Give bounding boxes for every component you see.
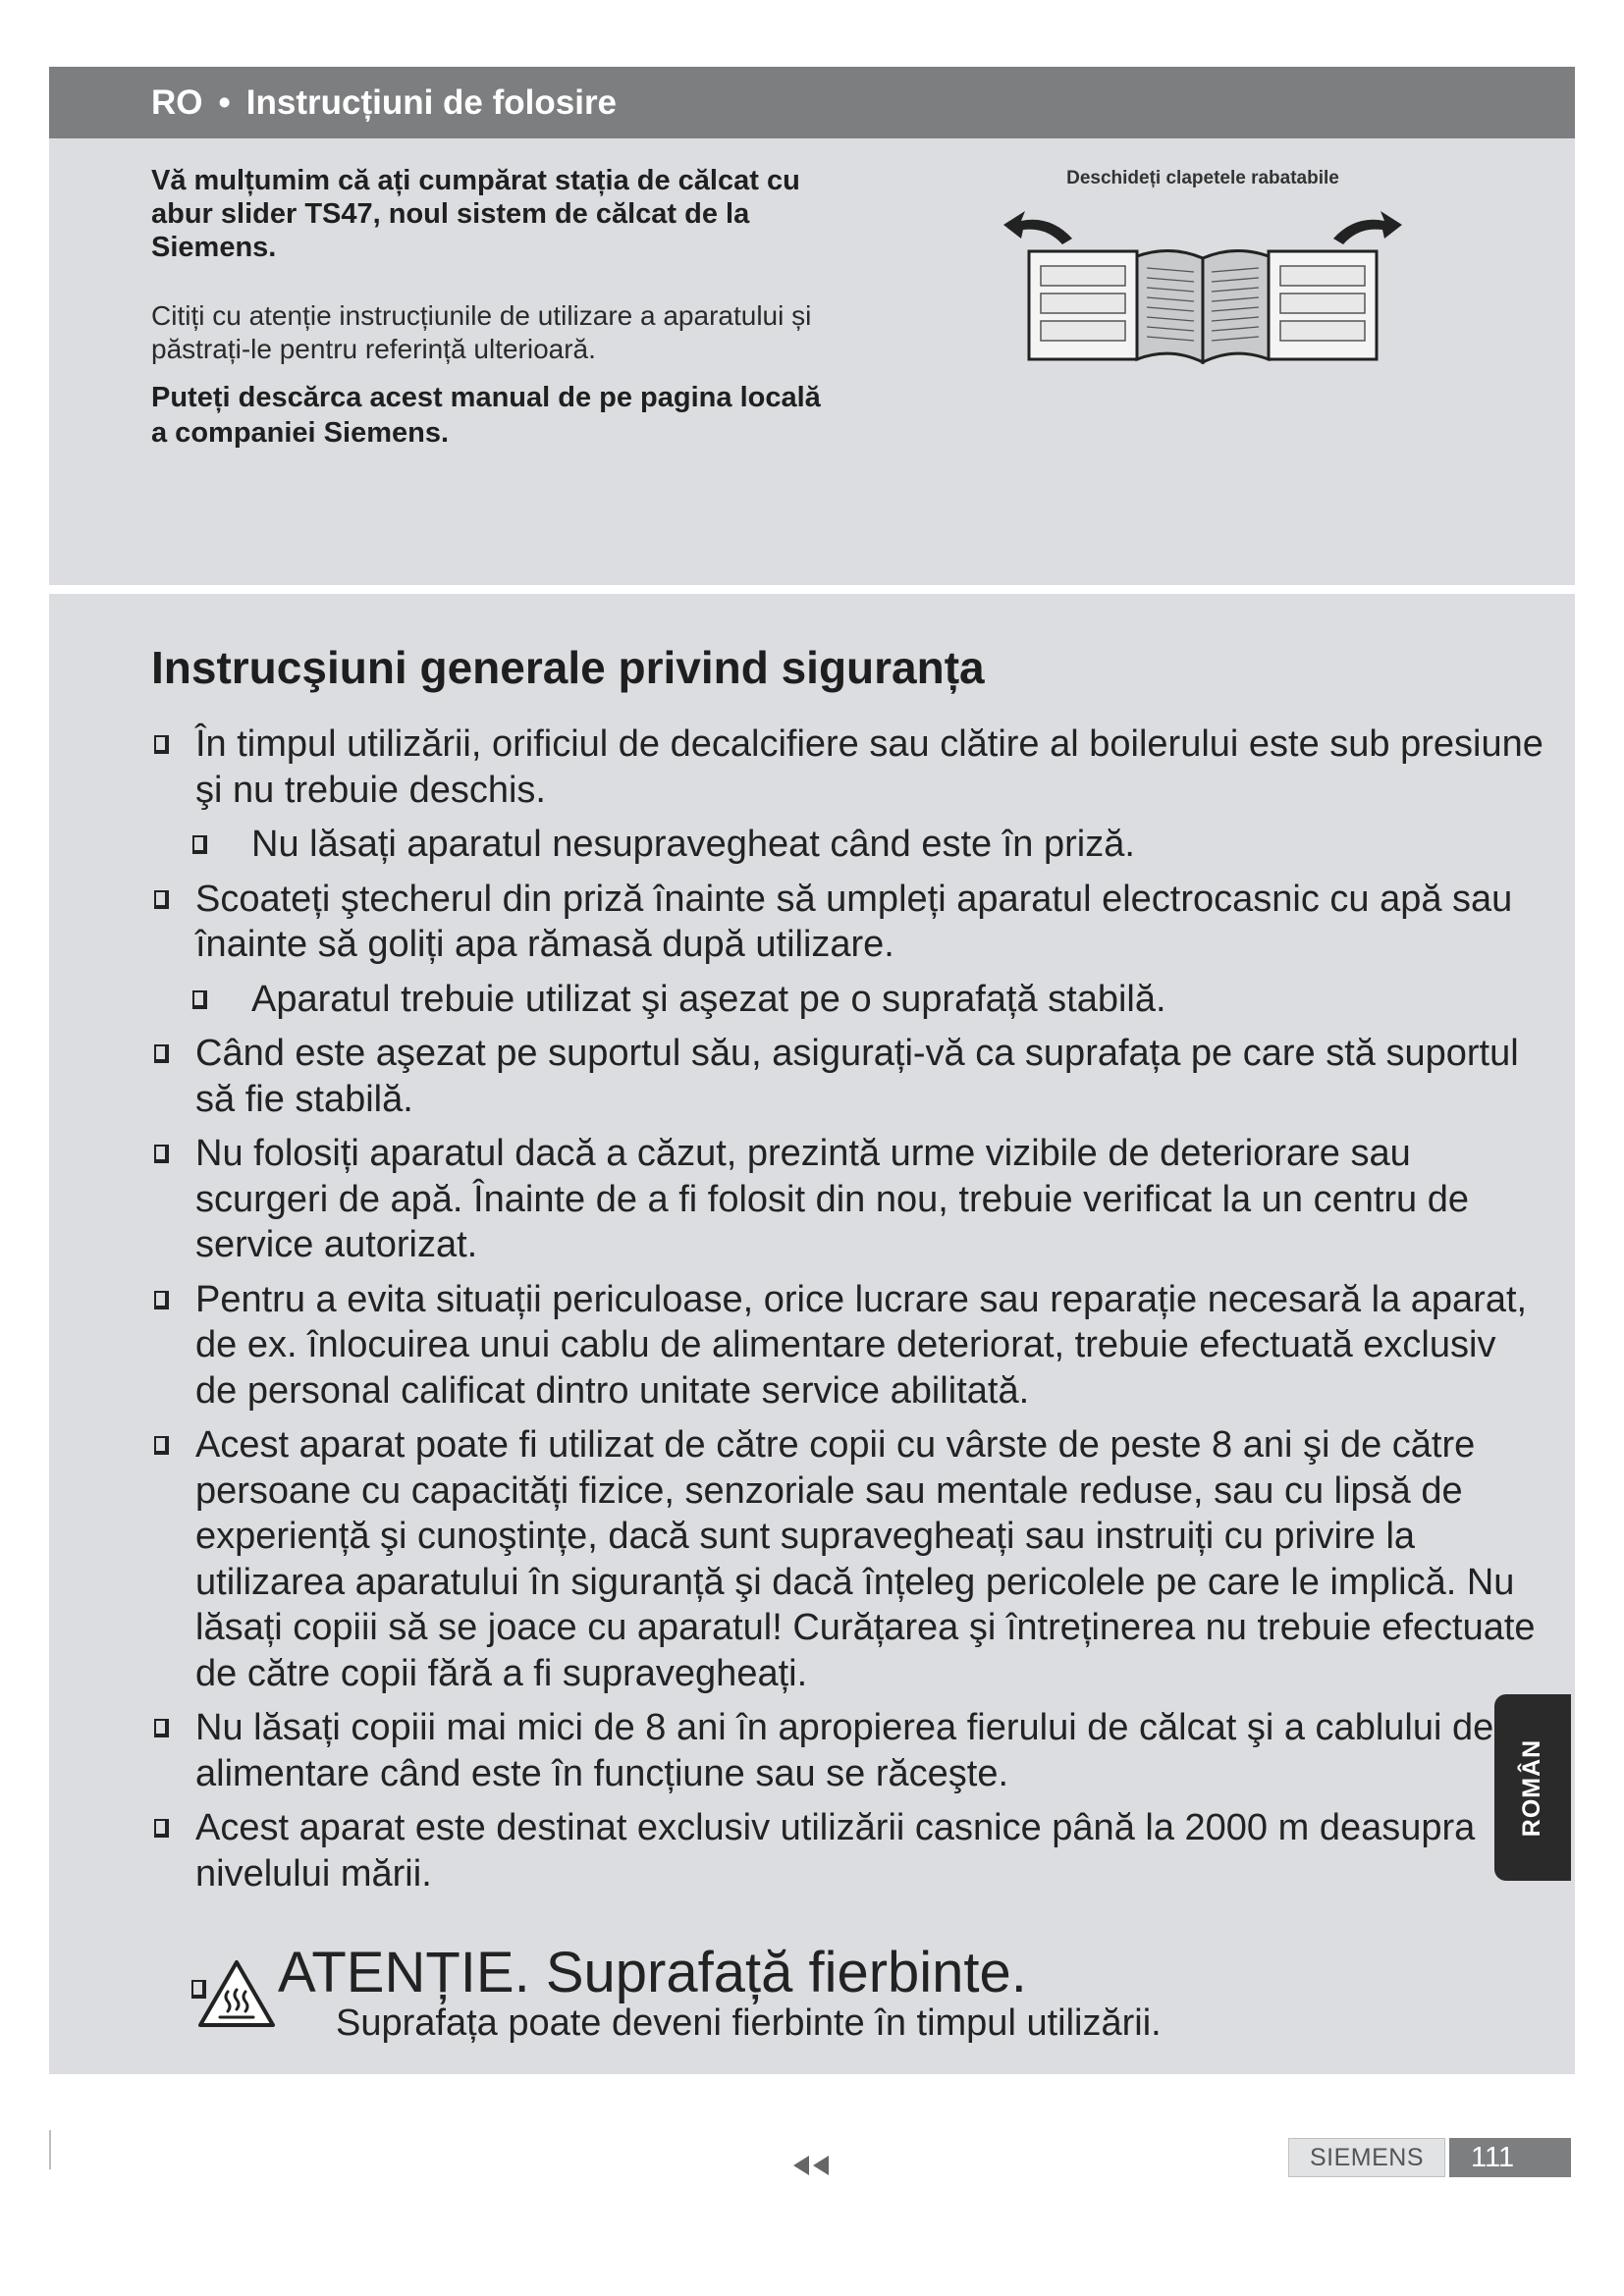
intro-panel	[49, 138, 1575, 585]
checkbox-bullet-icon	[154, 1436, 169, 1455]
safety-item	[151, 1805, 1545, 1896]
checkbox-bullet-icon	[154, 890, 169, 909]
safety-item	[151, 1422, 1545, 1696]
checkbox-bullet-icon	[154, 1719, 169, 1737]
previous-page-icon[interactable]	[787, 2152, 835, 2179]
safety-panel	[49, 594, 1575, 2074]
intro-download: Puteți descărca acest manual de pe pagina locală a companiei Siemens.	[151, 382, 821, 449]
fold-out-pages-illustration	[982, 197, 1424, 364]
safety-item	[151, 1277, 1545, 1415]
intro-text	[151, 164, 839, 451]
language-code: RO	[151, 82, 203, 122]
page-number: 111	[1449, 2138, 1571, 2177]
safety-item-text: Aparatul trebuie utilizat şi aşezat pe o suprafață stabilă.	[251, 978, 1166, 1020]
safety-item	[151, 1705, 1545, 1796]
checkbox-bullet-icon	[192, 835, 207, 854]
left-flap-arrow-icon	[1003, 211, 1072, 244]
left-margin-rule-footer	[49, 2130, 51, 2169]
safety-item	[151, 977, 1545, 1023]
safety-item-text: Când este aşezat pe suportul său, asigurați-vă ca suprafața pe care stă suportul să fie stabilă.	[195, 1033, 1519, 1120]
safety-item	[151, 1031, 1545, 1122]
header-separator: •	[218, 82, 231, 122]
right-flap-arrow-icon	[1333, 211, 1402, 244]
checkbox-bullet-icon	[192, 990, 207, 1009]
intro-read-carefully: Citiți cu atenție instrucțiunile de utilizare a aparatului și păstrați-le pentru referință ulterioară.	[151, 300, 812, 364]
warning-title: ATENȚIE. Suprafață fierbinte.	[278, 1941, 1027, 2004]
safety-item	[151, 1131, 1545, 1268]
safety-item-text: Nu lăsați copiii mai mici de 8 ani în apropierea fierului de călcat şi a cablului de alimentare când este în funcțiune sau se răceşte.	[195, 1707, 1494, 1794]
warning-text: Suprafața poate deveni fierbinte în timpul utilizării.	[336, 2002, 1162, 2044]
safety-item-text: Nu lăsați aparatul nesupravegheat când este în priză.	[251, 824, 1135, 865]
checkbox-bullet-icon	[154, 1291, 169, 1309]
header-title: Instrucțiuni de folosire	[245, 82, 618, 122]
checkbox-bullet-icon	[154, 735, 169, 754]
header-bar	[49, 67, 1575, 138]
safety-item	[151, 822, 1545, 868]
safety-item-text: În timpul utilizării, orificiul de decalcifiere sau clătire al boilerului este sub presiune şi nu trebuie deschis.	[195, 723, 1543, 811]
safety-item-text: Pentru a evita situații periculoase, orice lucrare sau reparație necesară la aparat, de ex. înlocuirea unui cablu de alimentare deteriorat, trebuie efectuată exclusiv de personal calificat dintro unitate service abilitată.	[195, 1278, 1528, 1412]
language-side-tab-label: ROMÂN	[1518, 1738, 1546, 1837]
safety-item-text: Acest aparat este destinat exclusiv utilizării casnice până la 2000 m deasupra nivelului mării.	[195, 1807, 1476, 1895]
safety-title: Instrucşiuni generale privind siguranța	[151, 642, 985, 693]
safety-item-text: Acest aparat poate fi utilizat de către copii cu vârste de peste 8 ani şi de către persoane cu capacități fizice, senzoriale sau mentale reduse, sau cu lipsă de experiență şi cunoştințe, dacă sunt supravegheați sau instruiți cu privire la utilizarea aparatului în siguranță şi dacă înțeleg pericolele pe care le implică. Nu lăsați copiii să se joace cu aparatul! Curățarea şi întreținerea nu trebuie efectuate de către copii fără a fi supravegheați.	[195, 1424, 1536, 1694]
hot-surface-warning	[191, 1941, 1468, 2056]
checkbox-bullet-icon	[154, 1044, 169, 1063]
safety-item	[151, 721, 1545, 813]
checkbox-bullet-icon	[154, 1145, 169, 1163]
checkbox-bullet-icon	[154, 1819, 169, 1838]
intro-thanks: Vă mulțumim că ați cumpărat stația de călcat cu abur slider TS47, noul sistem de călcat de la Siemens.	[151, 165, 800, 263]
fold-caption: Deschideți clapetele rabatabile	[1066, 168, 1339, 188]
safety-item-text: Scoateți ştecherul din priză înainte să umpleți aparatul electrocasnic cu apă sau înainte să goliți apa rămasă după utilizare.	[195, 878, 1513, 965]
language-side-tab	[1494, 1694, 1571, 1881]
safety-item-text: Nu folosiți aparatul dacă a căzut, prezintă urme vizibile de deteriorare sau scurgeri de apă. Înainte de a fi folosit din nou, trebuie verificat la un centru de service autorizat.	[195, 1133, 1470, 1265]
brand-label: SIEMENS	[1288, 2138, 1445, 2177]
safety-list	[151, 721, 1545, 1905]
hot-surface-warning-icon	[196, 1958, 277, 2029]
safety-item	[151, 877, 1545, 968]
